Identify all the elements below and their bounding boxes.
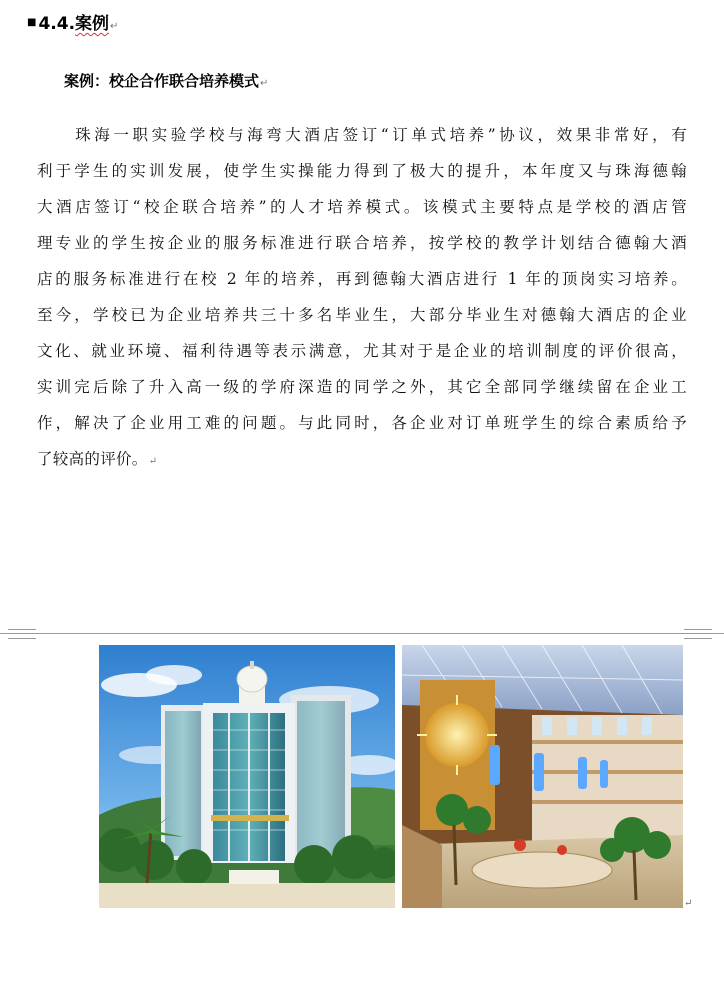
heading-bullet-icon: ■: [27, 17, 37, 28]
body-paragraph: [37, 117, 687, 477]
paragraph-line: 利于学生的实训发展，使学生实操能力得到了极大的提升，本年度又与珠海德翰: [37, 162, 687, 180]
page-corner-marker-left: [8, 629, 36, 639]
paragraph-mark-icon: ↵: [148, 456, 158, 467]
paragraph-line: 理专业的学生按企业的服务标准进行联合培养，按学校的教学计划结合德翰大酒: [37, 234, 687, 252]
paragraph-line: 实训完后除了升入高一级的学府深造的同学之外，其它全部同学继续留在企业工: [37, 378, 687, 396]
paragraph-line: 店的服务标准进行在校 2 年的培养，再到德翰大酒店进行 1 年的顶岗实习培养。: [37, 270, 687, 288]
section-heading: [27, 9, 118, 34]
hotel-exterior-photo: [99, 645, 395, 908]
heading-number: 4.4.: [38, 14, 76, 34]
paragraph-line: 至今，学校已为企业培养共三十多名毕业生，大部分毕业生对德翰大酒店的企业: [37, 306, 687, 324]
paragraph-line: 作，解决了企业用工难的问题。与此同时，各企业对订单班学生的综合素质给予: [37, 414, 687, 432]
case-subheading-text: 案例：校企合作联合培养模式: [64, 72, 260, 90]
page-corner-marker-right: [684, 629, 712, 639]
paragraph-mark-icon: ↵: [110, 21, 119, 32]
hotel-lobby-photo: [402, 645, 683, 908]
paragraph-last-line: [37, 441, 687, 477]
paragraph-mark-icon: ↵: [684, 898, 693, 909]
heading-title: 案例: [75, 14, 110, 34]
page-break-line: [0, 633, 724, 634]
paragraph-line: 大酒店签订“校企联合培养”的人才培养模式。该模式主要特点是学校的酒店管: [37, 198, 687, 216]
paragraph-line: 珠海一职实验学校与海弯大酒店签订“订单式培养”协议，效果非常好，有: [37, 126, 687, 144]
case-subheading: [64, 70, 268, 91]
paragraph-mark-icon: ↵: [260, 78, 269, 89]
paragraph-line: 文化、就业环境、福利待遇等表示满意，尤其对于是企业的培训制度的评价很高，: [37, 342, 687, 360]
paragraph-line: 了较高的评价。: [37, 450, 148, 468]
